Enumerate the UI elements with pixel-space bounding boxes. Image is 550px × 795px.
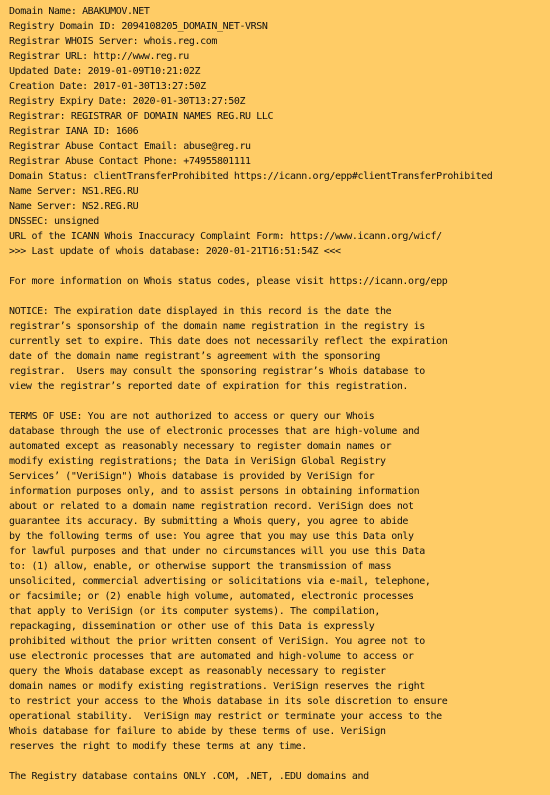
whois-line: Registry Expiry Date: 2020-01-30T13:27:50Z: [9, 96, 246, 107]
whois-line: that apply to VeriSign (or its computer systems). The compilation,: [9, 606, 380, 617]
whois-line: Name Server: NS1.REG.RU: [9, 186, 139, 197]
whois-line: DNSSEC: unsigned: [9, 216, 99, 227]
whois-line: TERMS OF USE: You are not authorized to access or query our Whois: [9, 411, 375, 422]
whois-line: >>> Last update of whois database: 2020-01-21T16:51:54Z <<<: [9, 246, 341, 257]
whois-line: Registrar Abuse Contact Email: abuse@reg.ru: [9, 141, 251, 152]
whois-line: NOTICE: The expiration date displayed in this record is the date the: [9, 306, 392, 317]
whois-line: database through the use of electronic processes that are high-volume and: [9, 426, 420, 437]
whois-line: use electronic processes that are automated and high-volume to access or: [9, 651, 414, 662]
blank-line: [9, 259, 550, 274]
whois-line: URL of the ICANN Whois Inaccuracy Complaint Form: https://www.icann.org/wicf/: [9, 231, 442, 242]
blank-line: [9, 394, 550, 409]
whois-line: Registrar URL: http://www.reg.ru: [9, 51, 189, 62]
whois-line: Domain Status: clientTransferProhibited https://icann.org/epp#clientTransferProhibited: [9, 171, 493, 182]
whois-line: registrar’s sponsorship of the domain name registration in the registry is: [9, 321, 425, 332]
whois-line: Domain Name: ABAKUMOV.NET: [9, 6, 150, 17]
whois-line: domain names or modify existing registrations. VeriSign reserves the right: [9, 681, 425, 692]
whois-line: date of the domain name registrant’s agreement with the sponsoring: [9, 351, 380, 362]
whois-line: Whois database for failure to abide by these terms of use. VeriSign: [9, 726, 386, 737]
whois-line: Registrar IANA ID: 1606: [9, 126, 139, 137]
whois-line: Updated Date: 2019-01-09T10:21:02Z: [9, 66, 201, 77]
whois-line: Registrar Abuse Contact Phone: +74955801111: [9, 156, 251, 167]
whois-line: Services’ ("VeriSign") Whois database is provided by VeriSign for: [9, 471, 375, 482]
whois-line: For more information on Whois status codes, please visit https://icann.org/epp: [9, 276, 448, 287]
whois-line: Registry Domain ID: 2094108205_DOMAIN_NET-VRSN: [9, 21, 268, 32]
whois-line: automated except as reasonably necessary to register domain names or: [9, 441, 392, 452]
whois-line: view the registrar’s reported date of expiration for this registration.: [9, 381, 409, 392]
whois-line: unsolicited, commercial advertising or solicitations via e-mail, telephone,: [9, 576, 431, 587]
blank-line: [9, 754, 550, 769]
whois-line: Creation Date: 2017-01-30T13:27:50Z: [9, 81, 206, 92]
whois-line: The Registry database contains ONLY .COM, .NET, .EDU domains and: [9, 771, 369, 782]
blank-line: [9, 289, 550, 304]
whois-line: guarantee its accuracy. By submitting a Whois query, you agree to abide: [9, 516, 409, 527]
whois-line: registrar. Users may consult the sponsoring registrar’s Whois database to: [9, 366, 425, 377]
whois-line: to restrict your access to the Whois database in its sole discretion to ensure: [9, 696, 448, 707]
whois-line: modify existing registrations; the Data in VeriSign Global Registry: [9, 456, 386, 467]
whois-line: Registrar: REGISTRAR OF DOMAIN NAMES REG.RU LLC: [9, 111, 274, 122]
whois-line: reserves the right to modify these terms at any time.: [9, 741, 307, 752]
whois-line: information purposes only, and to assist persons in obtaining information: [9, 486, 420, 497]
whois-line: repackaging, dissemination or other use of this Data is expressly: [9, 621, 375, 632]
whois-line: operational stability. VeriSign may restrict or terminate your access to the: [9, 711, 442, 722]
whois-line: by the following terms of use: You agree that you may use this Data only: [9, 531, 414, 542]
whois-line: prohibited without the prior written consent of VeriSign. You agree not to: [9, 636, 425, 647]
whois-line: query the Whois database except as reasonably necessary to register: [9, 666, 386, 677]
whois-line: currently set to expire. This date does not necessarily reflect the expiration: [9, 336, 448, 347]
whois-line: for lawful purposes and that under no circumstances will you use this Data: [9, 546, 425, 557]
whois-line: about or related to a domain name registration record. VeriSign does not: [9, 501, 414, 512]
whois-line: or facsimile; or (2) enable high volume, automated, electronic processes: [9, 591, 414, 602]
whois-line: Registrar WHOIS Server: whois.reg.com: [9, 36, 217, 47]
whois-line: to: (1) allow, enable, or otherwise support the transmission of mass: [9, 561, 392, 572]
whois-line: Name Server: NS2.REG.RU: [9, 201, 139, 212]
